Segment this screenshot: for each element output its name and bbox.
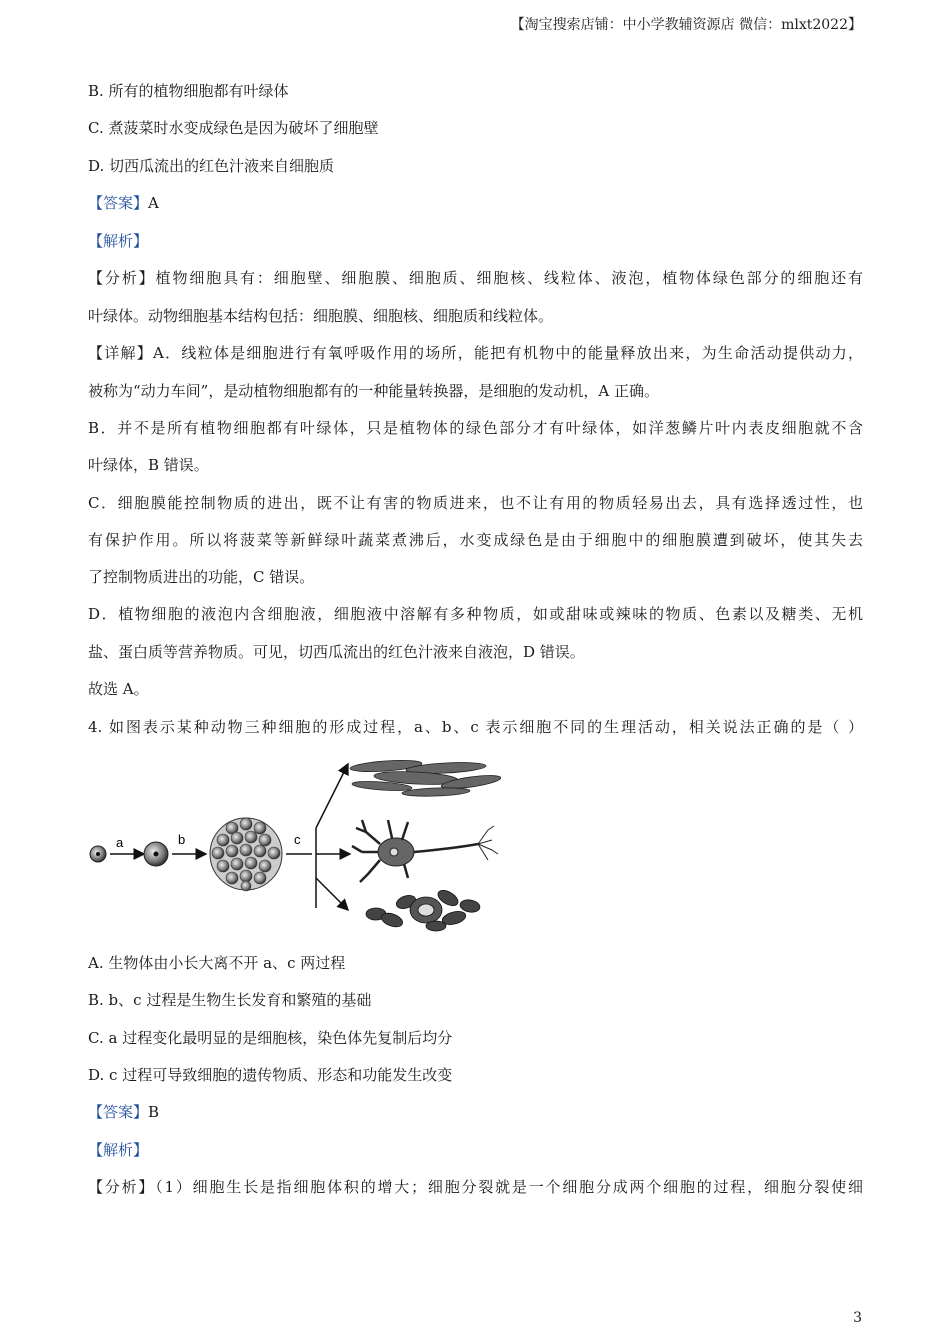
analysis-line: 被称为“动力车间”，是动植物细胞都有的一种能量转换器，是细胞的发动机，A 正确。 bbox=[88, 382, 659, 400]
q4-option-a: A. 生物体由小长大离不开 a、c 两过程 bbox=[88, 954, 346, 972]
q3-answer bbox=[88, 193, 159, 213]
q4-analysis-line: 【分析】（1）细胞生长是指细胞体积的增大；细胞分裂就是一个细胞分成两个细胞的过程，细胞分裂使细 bbox=[88, 1178, 863, 1196]
label-a: a bbox=[116, 835, 124, 850]
answer-tag: 【答案】 bbox=[88, 1103, 149, 1121]
answer-tag: 【答案】 bbox=[88, 194, 149, 212]
analysis-line: 叶绿体。动物细胞基本结构包括：细胞膜、细胞核、细胞质和线粒体。 bbox=[88, 307, 554, 325]
label-b: b bbox=[178, 832, 186, 847]
analysis-line: 叶绿体，B 错误。 bbox=[88, 456, 209, 474]
page-number: 3 bbox=[853, 1310, 862, 1326]
answer-value: B bbox=[148, 1103, 160, 1121]
q4-option-c: C. a 过程变化最明显的是细胞核，染色体先复制后均分 bbox=[88, 1029, 453, 1047]
q4-option-b: B. b、c 过程是生物生长发育和繁殖的基础 bbox=[88, 991, 372, 1009]
q3-option-c: C. 煮菠菜时水变成绿色是因为破坏了细胞壁 bbox=[88, 119, 379, 137]
analysis-line: 【详解】A．线粒体是细胞进行有氧呼吸作用的场所，能把有机物中的能量释放出来，为生命活动提供动力， bbox=[88, 344, 863, 362]
analysis-line: 有保护作用。所以将菠菜等新鲜绿叶蔬菜煮沸后，水变成绿色是由于细胞中的细胞膜遭到破坏，使其失去 bbox=[88, 531, 863, 549]
blood-cells bbox=[366, 887, 481, 931]
analysis-line: D．植物细胞的液泡内含细胞液，细胞液中溶解有多种物质，如或甜味或辣味的物质、色素以及糖类、无机 bbox=[88, 605, 863, 623]
answer-value: A bbox=[148, 194, 159, 212]
analysis-line: 故选 A。 bbox=[88, 680, 149, 698]
page-header: 【淘宝搜索店铺：中小学教辅资源店 微信：mlxt2022】 bbox=[510, 17, 862, 33]
cell-differentiation-figure bbox=[86, 752, 516, 937]
q3-option-b: B. 所有的植物细胞都有叶绿体 bbox=[88, 82, 289, 100]
q4-answer bbox=[88, 1102, 159, 1122]
analysis-line: B．并不是所有植物细胞都有叶绿体，只是植物体的绿色部分才有叶绿体，如洋葱鳞片叶内表皮细胞就不含 bbox=[88, 419, 863, 437]
analysis-line: 了控制物质进出的功能，C 错误。 bbox=[88, 568, 315, 586]
q3-analysis-tag: 【解析】 bbox=[88, 232, 149, 250]
analysis-line: 【分析】植物细胞具有：细胞壁、细胞膜、细胞质、细胞核、线粒体、液泡，植物体绿色部分的细胞还有 bbox=[88, 269, 863, 287]
neuron bbox=[352, 820, 498, 882]
analysis-line: 盐、蛋白质等营养物质。可见，切西瓜流出的红色汁液来自液泡，D 错误。 bbox=[88, 643, 585, 661]
muscle-cells bbox=[350, 759, 502, 798]
label-c: c bbox=[294, 832, 301, 847]
q4-option-d: D. c 过程可导致细胞的遗传物质、形态和功能发生改变 bbox=[88, 1066, 453, 1084]
q4-analysis-tag: 【解析】 bbox=[88, 1141, 149, 1159]
cell-cluster bbox=[210, 818, 282, 891]
q3-option-d: D. 切西瓜流出的红色汁液来自细胞质 bbox=[88, 157, 335, 175]
analysis-line: C．细胞膜能控制物质的进出，既不让有害的物质进来，也不让有用的物质轻易出去，具有选择透过性，也 bbox=[88, 494, 863, 512]
q4-stem: 4. 如图表示某种动物三种细胞的形成过程，a、b、c 表示细胞不同的生理活动，相关说法正确的是（ ） bbox=[88, 718, 863, 736]
